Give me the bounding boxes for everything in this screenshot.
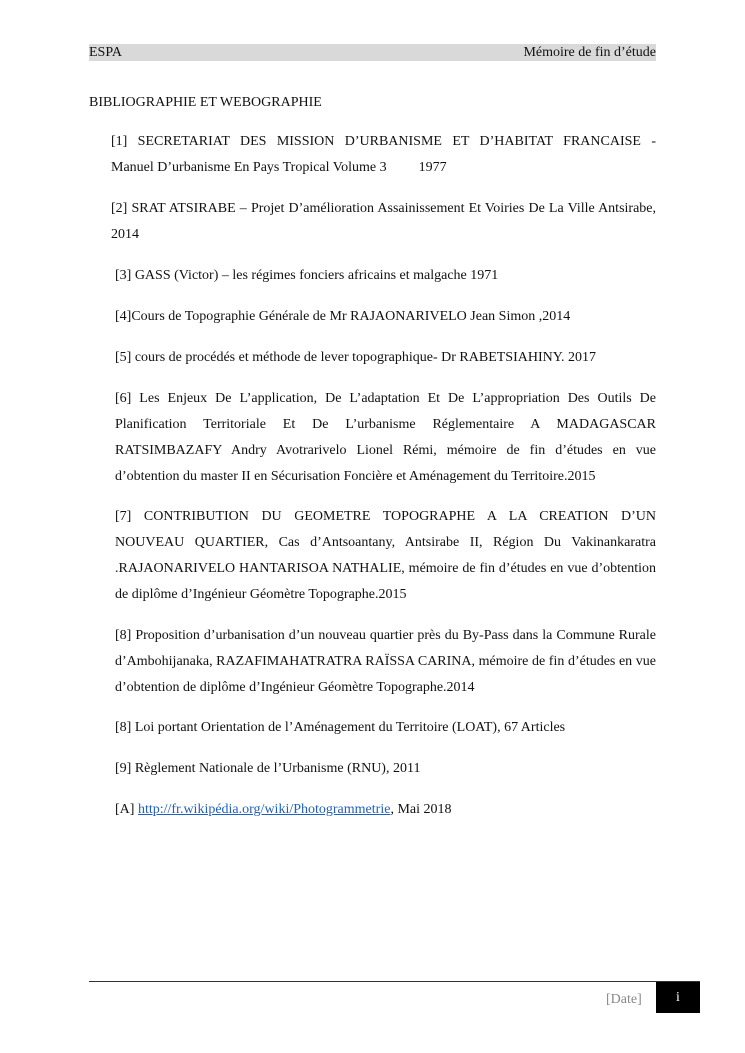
footer-date: [Date] [606,992,642,1007]
reference-6: [6] Les Enjeux De L’application, De L’adaptation Et De L’appropriation Des Outils De Planification Territoriale Et De L’urbanisme Réglementaire A MADAGASCAR RATSIMBAZAFY Andry Avotrarivelo Lionel Rémi, mémoire de fin d’études en vue d’obtention du master II en Sécurisation Foncière et Aménagement du Territoire.2015 [115,391,656,484]
reference-1-year: 1977 [418,160,447,175]
section-title: BIBLIOGRAPHIE ET WEBOGRAPHIE [89,95,322,110]
reference-8: [8] Proposition d’urbanisation d’un nouveau quartier près du By-Pass dans la Commune Rurale d’Ambohijanaka, RAZAFIMAHATRATRA RAÏSSA CARINA, mémoire de fin d’études en vue d’obtention de diplôme d’Ingénieur Géomètre Topographe.2014 [115,628,656,695]
reference-1-line1: [1] SECRETARIAT DES MISSION D’URBANISME ET D’HABITAT FRANCAISE - [111,134,656,149]
page-number: i [656,982,700,1013]
reference-7: [7] CONTRIBUTION DU GEOMETRE TOPOGRAPHE A LA CREATION D’UN NOUVEAU QUARTIER, Cas d’Antsoantany, Antsirabe II, Région Du Vakinankaratra .RAJAONARIVELO HANTARISOA NATHALIE, mémoire de fin d’études en vue d’obtention de diplôme d’Ingénieur Géomètre Topographe.2015 [115,509,656,602]
page-header [89,44,656,61]
reference-3: [3] GASS (Victor) – les régimes fonciers africains et malgache 1971 [115,268,499,283]
reference-a [115,797,656,823]
reference-5: [5] cours de procédés et méthode de lever topographique- Dr RABETSIAHINY. 2017 [115,350,597,365]
reference-9: [9] Règlement Nationale de l’Urbanisme (RNU), 2011 [115,761,421,776]
reference-1-line2 [111,155,656,181]
reference-1-title: Manuel D’urbanisme En Pays Tropical Volume 3 [111,160,387,175]
reference-1 [111,129,656,181]
reference-8-loat: [8] Loi portant Orientation de l’Aménagement du Territoire (LOAT), 67 Articles [115,720,566,735]
reference-a-suffix: , Mai 2018 [390,802,452,817]
reference-a-prefix: [A] [115,802,138,817]
wikipedia-link[interactable]: http://fr.wikipédia.org/wiki/Photogrammetrie [137,802,391,817]
footer-divider [89,981,700,982]
header-document-type: Mémoire de fin d’étude [523,45,656,60]
reference-4: [4]Cours de Topographie Générale de Mr RAJAONARIVELO Jean Simon ,2014 [115,309,571,324]
header-school: ESPA [89,45,122,60]
reference-2: [2] SRAT ATSIRABE – Projet D’amélioration Assainissement Et Voiries De La Ville Antsirabe, 2014 [111,201,656,242]
